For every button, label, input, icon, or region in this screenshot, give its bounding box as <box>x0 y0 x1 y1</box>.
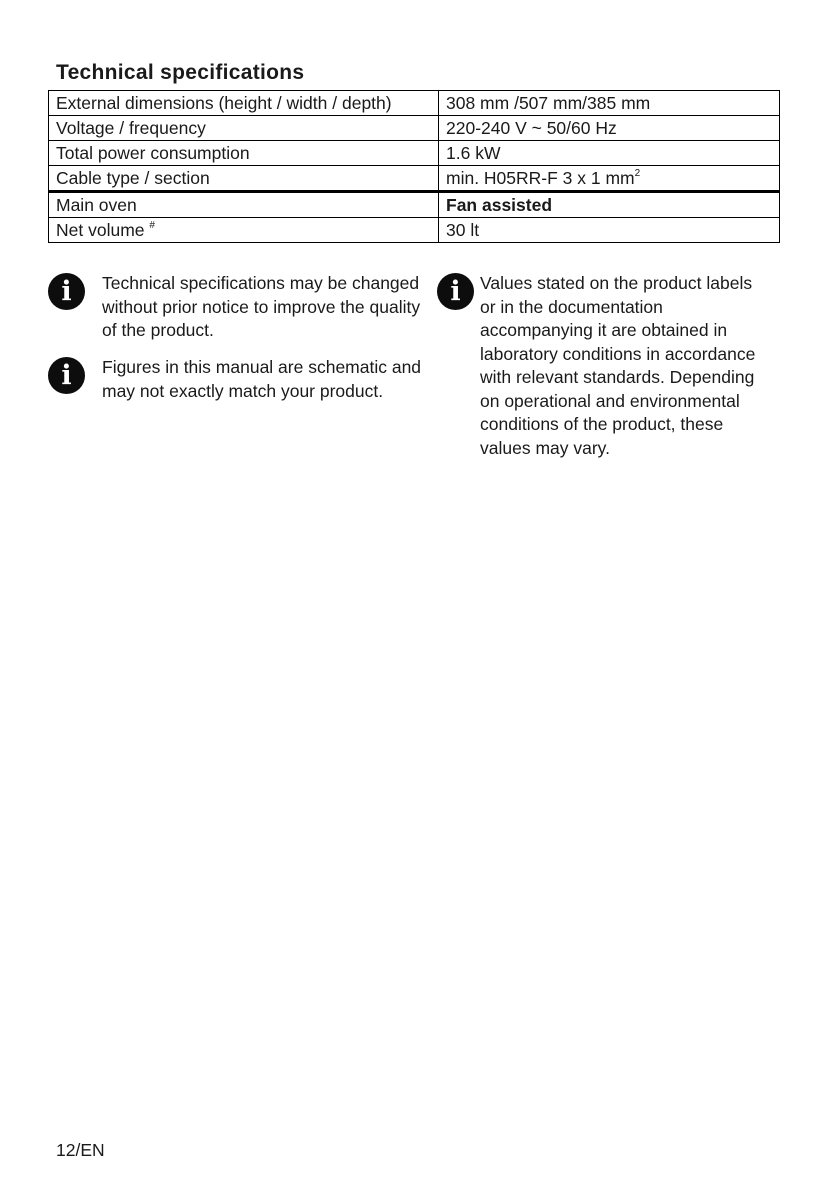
info-icon: i <box>437 273 474 310</box>
info-note-figures <box>48 357 422 403</box>
spec-value-voltage: 220-240 V ~ 50/60 Hz <box>439 116 780 141</box>
note-text: Values stated on the product labels or in the documentation accompanying it are obtained in laboratory conditions in accordance with relevant standards. Depending on operational and environmental conditions of the product, these values may vary. <box>480 273 756 458</box>
note-text: Figures in this manual are schematic and may not exactly match your product. <box>102 357 422 401</box>
spec-value-dimensions: 308 mm /507 mm/385 mm <box>439 91 780 116</box>
info-icon: i <box>48 357 85 394</box>
table-row <box>49 116 780 141</box>
superscript: # <box>149 219 155 231</box>
superscript: 2 <box>634 167 641 179</box>
spec-value-main-oven: Fan assisted <box>439 192 780 218</box>
spec-label-main-oven: Main oven <box>49 192 439 218</box>
spec-label-cable: Cable type / section <box>49 166 439 192</box>
specifications-table <box>48 90 780 243</box>
spec-label-voltage: Voltage / frequency <box>49 116 439 141</box>
spec-value-cable <box>439 166 780 192</box>
spec-label-dimensions: External dimensions (height / width / depth) <box>49 91 439 116</box>
table-row <box>49 141 780 166</box>
table-row <box>49 91 780 116</box>
spec-label-net-volume <box>49 218 439 243</box>
spec-value-power: 1.6 kW <box>439 141 780 166</box>
info-icon: i <box>48 273 85 310</box>
spec-label-power: Total power consumption <box>49 141 439 166</box>
info-note-values <box>437 273 770 460</box>
table-row <box>49 192 780 218</box>
table-row <box>49 218 780 243</box>
page-number: 12/EN <box>56 1140 105 1160</box>
spec-label-net-volume-text: Net volume <box>56 219 145 240</box>
spec-value-net-volume: 30 lt <box>439 218 780 243</box>
spec-value-cable-text: min. H05RR-F 3 x 1 mm <box>446 167 635 188</box>
page-title: Technical specifications <box>56 61 305 84</box>
note-text: Technical specifications may be changed without prior notice to improve the quality of the product. <box>102 273 421 340</box>
table-row <box>49 166 780 192</box>
info-note-specifications <box>48 273 422 343</box>
